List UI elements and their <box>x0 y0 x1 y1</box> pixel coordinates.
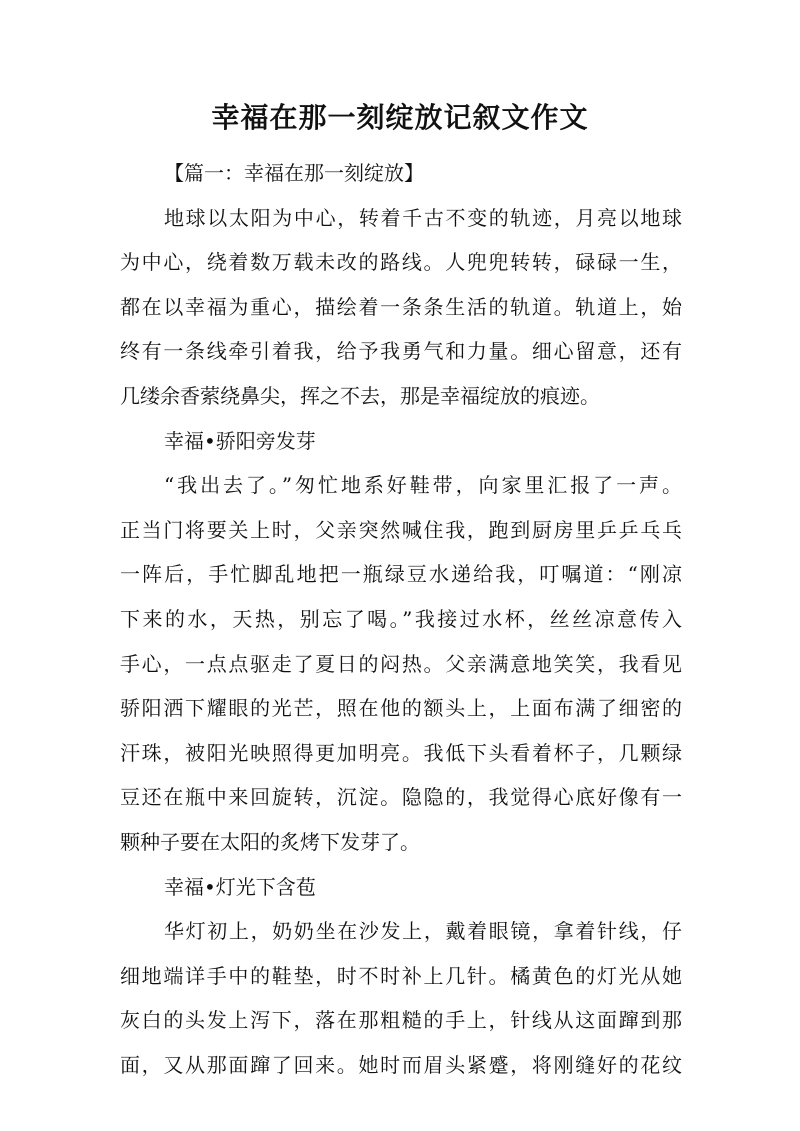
text-line: 汗珠，被阳光映照得更加明亮。我低下头看着杯子，几颗绿 <box>120 740 682 765</box>
document-title: 幸福在那一刻绽放记叙文作文 <box>211 101 589 134</box>
text-line: 都在以幸福为重心，描绘着一条条生活的轨道。轨道上，始 <box>120 294 682 319</box>
subheading: 幸福•灯光下含苞 <box>164 874 316 899</box>
text-line: 灰白的头发上泻下，落在那粗糙的手上，针线从这面蹿到那 <box>120 1008 682 1033</box>
text-line: 下来的水，天热，别忘了喝。”我接过水杯，丝丝凉意传入 <box>120 606 682 631</box>
subheading-bud <box>120 865 682 910</box>
subheading-sprout <box>120 419 682 464</box>
paragraph-father <box>120 463 682 864</box>
text-line: 地球以太阳为中心，转着千古不变的轨迹，月亮以地球 <box>164 205 682 230</box>
text-line: 华灯初上，奶奶坐在沙发上，戴着眼镜，拿着针线，仔 <box>164 919 682 944</box>
text-line: 一阵后，手忙脚乱地把一瓶绿豆水递给我，叮嘱道：“刚凉 <box>120 562 682 587</box>
text-line: 颗种子要在太阳的炙烤下发芽了。 <box>120 829 420 854</box>
section-heading: 【篇一：幸福在那一刻绽放】 <box>164 161 424 185</box>
text-line: 面，又从那面蹿了回来。她时而眉头紧蹙，将刚缝好的花纹 <box>120 1052 682 1077</box>
text-line: 正当门将要关上时，父亲突然喊住我，跑到厨房里乒乒乓乓 <box>120 517 682 542</box>
text-line: 终有一条线牵引着我，给予我勇气和力量。细心留意，还有 <box>120 339 682 364</box>
paragraph-intro <box>120 196 682 419</box>
text-line: 豆还在瓶中来回旋转，沉淀。隐隐的，我觉得心底好像有一 <box>120 785 682 810</box>
document-body <box>120 151 682 1087</box>
paragraph-grandmother <box>120 909 682 1087</box>
section-heading-paragraph <box>120 151 682 196</box>
text-line: “我出去了。”匆忙地系好鞋带，向家里汇报了一声。 <box>164 473 682 498</box>
text-line: 为中心，绕着数万载未改的路线。人兜兜转转，碌碌一生， <box>120 250 682 275</box>
subheading: 幸福•骄阳旁发芽 <box>164 428 316 453</box>
text-line: 骄阳洒下耀眼的光芒，照在他的额头上，上面布满了细密的 <box>120 696 682 721</box>
text-line: 几缕余香萦绕鼻尖，挥之不去，那是幸福绽放的痕迹。 <box>120 383 600 408</box>
text-line: 手心，一点点驱走了夏日的闷热。父亲满意地笑笑，我看见 <box>120 651 682 676</box>
text-line: 细地端详手中的鞋垫，时不时补上几针。橘黄色的灯光从她 <box>120 963 682 988</box>
